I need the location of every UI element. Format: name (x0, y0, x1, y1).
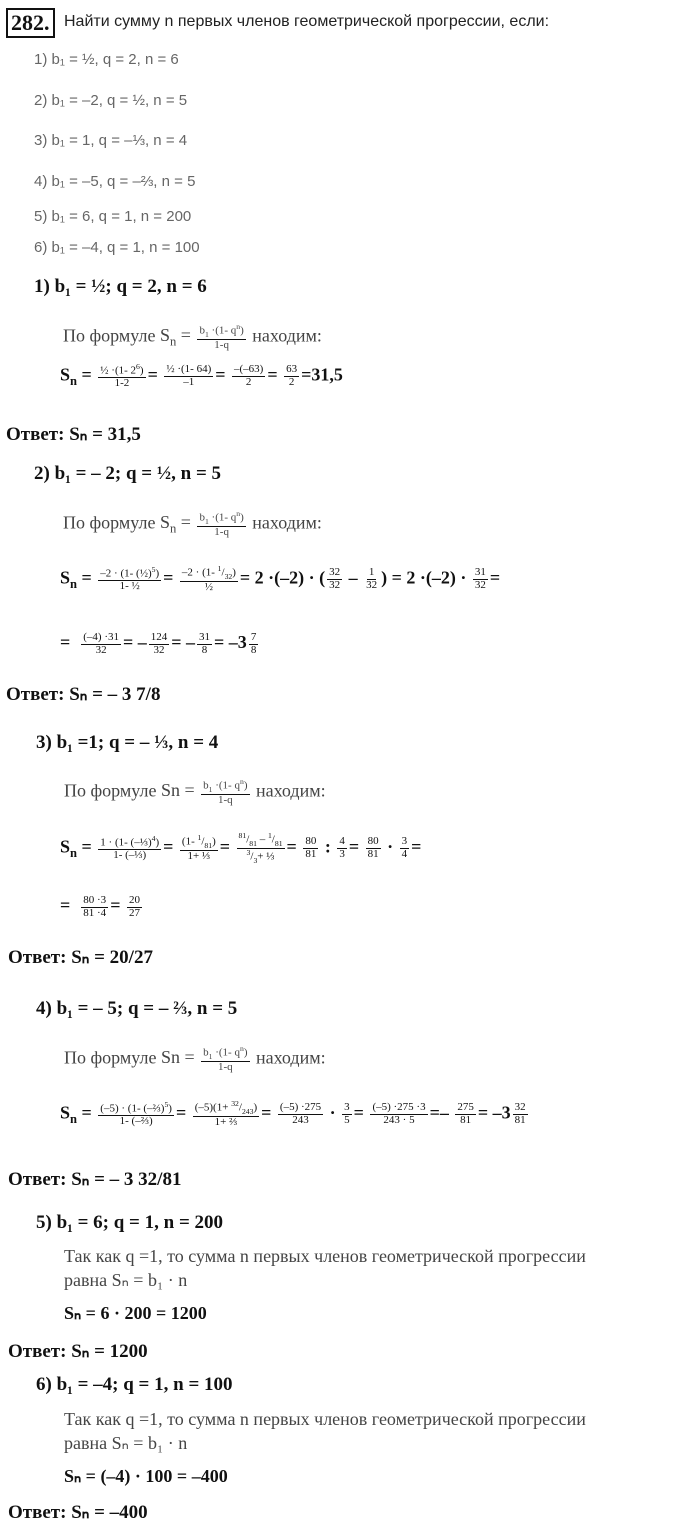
solution-3-calc-line-2: = $\frac{80 \cdot 3}{81 \cdot 4}$ = $\frac{20}{27}$ (60, 894, 140, 919)
solution-1-result: =31,5 (301, 364, 343, 385)
condition-4: 4) b₁ = –5, q = –⅔, n = 5 (34, 173, 196, 190)
solution-6-text-2: равна Sₙ = b₁ · n (64, 1433, 188, 1453)
solution-3-head: 3) b₁ =1; q = – ⅓, n = 4 (36, 732, 219, 753)
formula-line-1 (63, 323, 322, 351)
solution-1-head: 1) b₁ = ½; q = 2, n = 6 (34, 276, 207, 297)
formula-line-2 (63, 510, 322, 538)
problem-number: 282. (6, 8, 55, 38)
condition-3: 3) b₁ = 1, q = –⅓, n = 4 (34, 132, 188, 149)
answer-2: Ответ: Sₙ = – 3 7/8 (6, 684, 161, 705)
solution-2-calc-line-1: $S_n$ = $\frac{-2 \cdot (1- (\frac{1}{2})^5)}{\text{1- ½}}$ = $\frac{-2 \cdot (1- ^1/_{32})}{\text{½}}$ = 2 ·(–2) · ( $\frac{32}{32}$ – $\frac{1}{32}$ ) = 2 ·(–2) · $\frac{31}{32}$ = (60, 564, 501, 593)
task-statement: Найти сумму n первых членов геометрической прогрессии, если: (64, 13, 550, 30)
sum-formula: Sn = $\frac{b_1 \cdot(1- q^n)}{1-q}$ (160, 1044, 248, 1073)
solution-3-calc-line-1: $S_n$ = $\frac{1 \cdot (1- (-\frac{1}{3})^4)}{\text{1- (–⅓)}}$ = $\frac{(1- ^1/_{81})}{\text{1+ ⅓}}$ = $\frac{^{81}/_{81} - ^1/_{81}}{^3/_3+ \frac{1}{3}}$ = $\frac{80}{81}$ : $\frac{4}{3}$ = $\frac{80}{81}$ · $\frac{3}{4}$ = (60, 831, 422, 865)
solution-5-text-1: Так как q =1, то сумма n первых членов геометрической прогрессии (64, 1246, 586, 1266)
formula-line-4 (64, 1045, 326, 1073)
answer-4: Ответ: Sₙ = – 3 32/81 (8, 1169, 182, 1190)
solution-5-calc: Sₙ = 6 · 200 = 1200 (64, 1303, 207, 1323)
solution-5-head: 5) b₁ = 6; q = 1, n = 200 (36, 1212, 224, 1233)
formula-prefix: По формуле (64, 780, 157, 801)
solution-4-calc: $S_n$ = $\frac{(-5) \cdot (1- (-\frac{2}{3})^5)}{\text{1- (–⅔)}}$ = $\frac{(-5)(1+ ^{32}/_{243})}{\text{1+ ⅔}}$ = $\frac{(-5) \cdot 275}{243}$ · $\frac{3}{5}$ = $\frac{(-5) \cdot 275 \cdot 3}{243 \cdot 5}$ =– $\frac{275}{81}$ = –3 $\frac{32}{81}$ (60, 1099, 526, 1128)
solution-6-head: 6) b₁ = –4; q = 1, n = 100 (36, 1374, 233, 1395)
condition-5: 5) b₁ = 6, q = 1, n = 200 (34, 208, 192, 225)
solution-6-calc: Sₙ = (–4) · 100 = –400 (64, 1466, 228, 1486)
sum-formula: $S_n$ = $\frac{b_1 \cdot(1- q^n)}{1-q}$ (159, 509, 244, 538)
condition-1: 1) b₁ = ½, q = 2, n = 6 (34, 51, 179, 68)
answer-1: Ответ: Sₙ = 31,5 (6, 424, 141, 445)
formula-suffix: находим: (256, 1047, 326, 1068)
solution-5-text-2: равна Sₙ = b₁ · n (64, 1270, 188, 1290)
formula-prefix: По формуле (63, 512, 156, 533)
sum-formula: Sn = $\frac{b_1 \cdot(1- q^n)}{1-q}$ (160, 777, 248, 806)
solution-2-head: 2) b₁ = – 2; q = ½, n = 5 (34, 463, 222, 484)
condition-6: 6) b₁ = –4, q = 1, n = 100 (34, 239, 200, 256)
condition-2: 2) b₁ = –2, q = ½, n = 5 (34, 92, 188, 109)
answer-5: Ответ: Sₙ = 1200 (8, 1341, 148, 1362)
solution-4-head: 4) b₁ = – 5; q = – ⅔, n = 5 (36, 998, 238, 1019)
answer-3: Ответ: Sₙ = 20/27 (8, 947, 153, 968)
formula-suffix: находим: (256, 780, 326, 801)
solution-6-text-1: Так как q =1, то сумма n первых членов геометрической прогрессии (64, 1409, 586, 1429)
solution-2-calc-line-2: = $\frac{(-4) \cdot 31}{32}$ = – $\frac{124}{32}$ = – $\frac{31}{8}$ = –3 $\frac{7}{8}$ (60, 631, 257, 656)
sum-formula: $S_n$ = $\frac{b_1 \cdot(1- q^n)}{1-q}$ (159, 322, 244, 351)
formula-prefix: По формуле (64, 1047, 157, 1068)
solution-1-calc: $S_n$ = $\frac{\frac{1}{2} \cdot(1- 2^6)}{1-2}$ = $\frac{\text{½ ·(1- 64)}}{-1}$ = $\frac{-(-63)}{2}$ = $\frac{63}{2}$ =31,5 (60, 362, 343, 390)
formula-suffix: находим: (252, 325, 322, 346)
answer-6: Ответ: Sₙ = –400 (8, 1502, 148, 1523)
formula-prefix: По формуле (63, 325, 156, 346)
formula-line-3 (64, 778, 326, 806)
formula-suffix: находим: (252, 512, 322, 533)
